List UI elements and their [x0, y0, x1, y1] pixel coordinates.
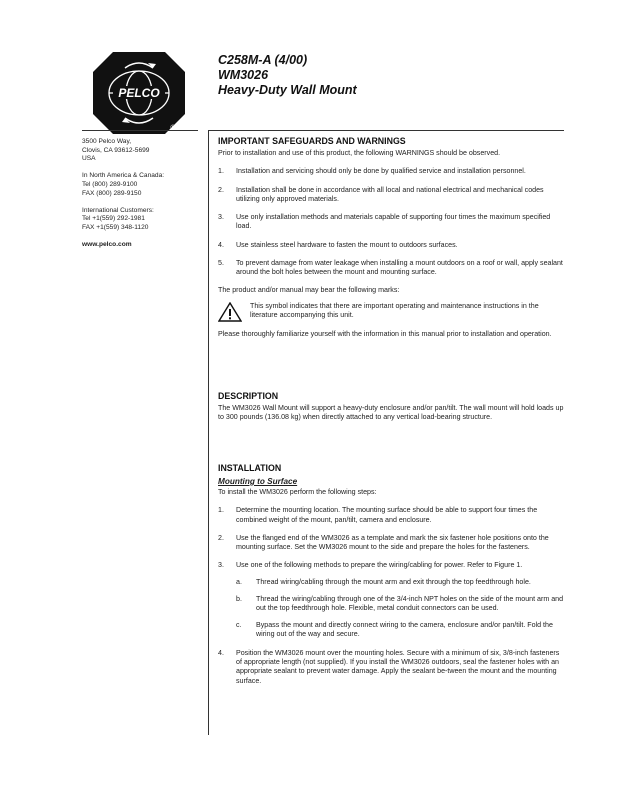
warning-item: 1. Installation and servicing should only be done by qualified service and installation personnel.: [218, 167, 526, 176]
installation-section: [218, 463, 564, 686]
install-substep: a. Thread wiring/cabling through the mount arm and exit through the top feedthrough hole.: [236, 578, 531, 587]
document-header: [218, 53, 357, 98]
pelco-logo: [93, 52, 185, 134]
install-step: 4. Position the WM3026 mount over the mounting holes. Secure with a minimum of six, 3/8-inch fasteners of appropriate length (not supplied). If you install the WM3026 outdoors, seal the fastener holes with an appropriate sealant to prevent water damage. Apply the sealant be-tween the mount and the mounting surface.: [218, 648, 560, 685]
warning-item: 3. Use only installation methods and materials capable of supporting four times the maximum specified load.: [218, 213, 551, 231]
model-number: WM3026: [218, 68, 269, 82]
warning-item: 5. To prevent damage from water leakage when installing a mount outdoors on a roof or wall, apply sealant around the bolt holes between the mount and mounting surface.: [218, 259, 563, 277]
address-block: 3500 Pelco Way, Clovis, CA 93612-5699 USA: [82, 138, 150, 163]
north-america-contact: In North America & Canada: Tel (800) 289-9100 FAX (800) 289-9150: [82, 172, 165, 197]
header-rule: [208, 130, 564, 131]
mounting-subheading: Mounting to Surface: [218, 477, 298, 486]
install-step: 2. Use the flanged end of the WM3026 as a template and mark the six fastener hole positions onto the mounting surface. Set the WM3026 mount to the side and prepare the holes for the fasteners.: [218, 533, 549, 552]
sidebar-rule: [82, 130, 198, 131]
safeguards-intro: Prior to installation and use of this product, the following WARNINGS should be observed.: [218, 149, 501, 157]
install-step: 3. Use one of the following methods to prepare the wiring/cabling for power. Refer to Figure 1.: [218, 561, 523, 570]
doc-title: Heavy-Duty Wall Mount: [218, 83, 357, 97]
install-substep: b. Thread the wiring/cabling through one of the 3/4-inch NPT holes on the side of the mount arm and out the top feedthrough hole. Flexible, metal conduit connectors can be used.: [236, 595, 564, 613]
international-contact: International Customers: Tel +1(559) 292-1981 FAX +1(559) 348-1120: [82, 206, 154, 231]
familiarize-text: Please thoroughly familiarize yourself with the information in this manual prior to installation and operation.: [218, 329, 552, 338]
description-text: The WM3026 Wall Mount will support a heavy-duty enclosure and/or pan/tilt. The wall mount will hold loads up to 300 pounds (136.08 kg) when directly attached to any vertical load-bearing structure.: [218, 404, 564, 422]
description-heading: DESCRIPTION: [218, 391, 279, 401]
safeguards-section: [218, 136, 564, 339]
marks-intro: The product and/or manual may bear the following marks:: [218, 285, 400, 294]
website-link[interactable]: www.pelco.com: [82, 241, 132, 249]
registered-mark: ®: [170, 125, 176, 132]
column-divider: [208, 130, 209, 735]
doc-number: C258M-A (4/00): [218, 53, 308, 67]
install-substep: c. Bypass the mount and directly connect wiring to the camera, enclosure and/or pan/tilt. Fold the wiring out of the way and secure.: [236, 621, 553, 639]
warning-symbol-row: [218, 302, 564, 322]
description-section: [218, 391, 564, 423]
logo-wordmark: PELCO: [118, 86, 160, 100]
contact-sidebar: [82, 138, 200, 250]
install-step: 1. Determine the mounting location. The mounting surface should be able to support four times the combined weight of the mount, pan/tilt, camera and enclosure.: [218, 506, 538, 524]
safeguards-heading: IMPORTANT SAFEGUARDS AND WARNINGS: [218, 136, 406, 146]
installation-intro: To install the WM3026 perform the following steps:: [218, 488, 377, 496]
installation-heading: INSTALLATION: [218, 463, 282, 473]
warning-triangle-icon: [218, 302, 242, 322]
warning-symbol-text: This symbol indicates that there are important operating and maintenance instructions in the literature accompanying this unit.: [250, 301, 539, 320]
warning-item: 4. Use stainless steel hardware to fasten the mount to outdoors surfaces.: [218, 240, 458, 249]
warning-item: 2. Installation shall be done in accordance with all local and national electrical and mechanical codes utilizing only approved materials.: [218, 185, 544, 203]
